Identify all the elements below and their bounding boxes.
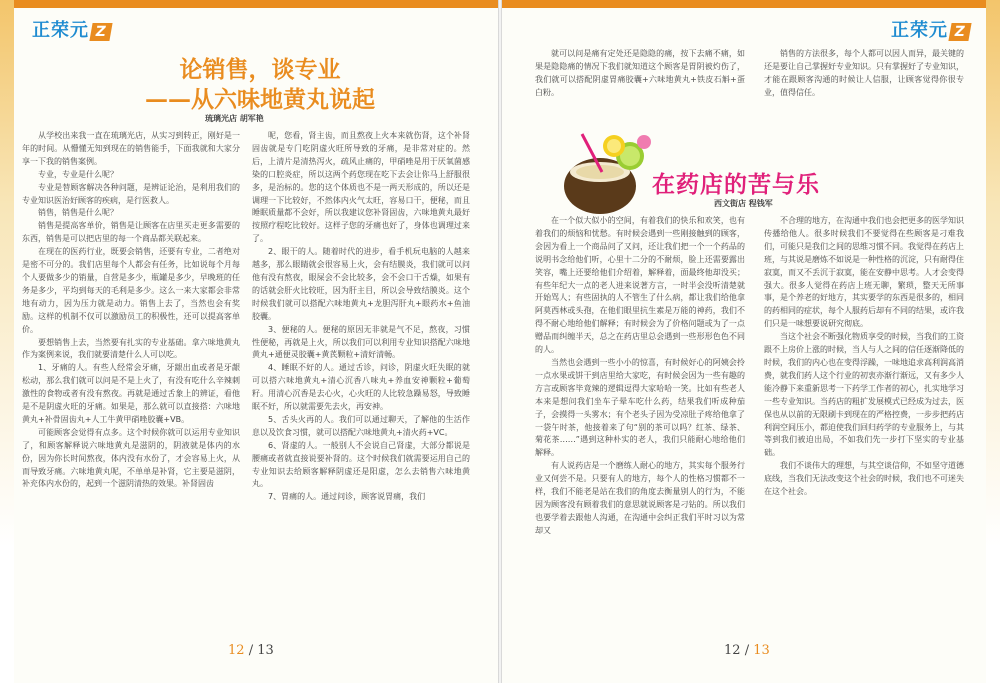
title-line-2: ——从六味地黄丸说起: [145, 86, 375, 113]
right-top-column-1: [535, 48, 745, 118]
page-total: 13: [257, 643, 274, 658]
top-bar: [502, 0, 1000, 8]
logo: [32, 16, 111, 42]
paragraph: 不合理的地方，在沟通中我们也会把更多的医学知识传播给他人。很多时候我们不要觉得在些顾客是刁难我们，可能只是我们之间的思维习惯不同。我觉得在药店上班，与其说是磨炼不如说是一种性格的沉淀，只有耐得住寂寞，而又不丢沉于寂寞，能在安静中思考。人才会变得强大。很多人觉得在药店上班无聊，繁琐，整天无所事事，是个养老的好地方，其实要学的东西是很多的，相同的药相同的症状，每个人服药后却有不同的结果，或许我们只是一味想要说研究彻底。: [764, 216, 964, 329]
page-edge: [0, 0, 14, 683]
page-edge: [986, 0, 1000, 683]
coconut-drink-icon: [552, 128, 662, 218]
page-separator: /: [248, 643, 254, 658]
paragraph: 2、眼干的人。随着时代的进步，看手机玩电脑的人越来越多，那么眼睛就会很容易上火，会有结膜炎，我们就可以问他有没有熬夜，眼屎会不会比较多，会不会口干舌燥，如果有的话就会肝火比较旺，因为肝主目，所以会导致结膜炎。这个时候我们就可以搭配六味地黄丸+龙胆泻肝丸+眼药水+鱼油胶囊。: [252, 247, 470, 321]
logo-text: 正荣元: [32, 20, 89, 41]
page-number: [228, 643, 274, 658]
paragraph: 呢，您看，肾主齿，而且熬夜上火本来就伤肾，这个补肾固齿就是专门吃阴虚火旺所导致的牙痛，是非常对症的。然后，上清片是清热泻火，疏风止痛的，甲硝唑是用于厌氧菌感染的口腔炎症，所以这两个药您现在吃下去会让你马上舒服很多，是治标的。您的这个体质也不是一两天形成的，所以还是调理一下比较好，不然体内火气太旺，容易口干，便秘，而且睡眠质量都不会好，所以我建议您补肾固齿，六味地黄丸最好按照疗程吃比较好。这样子您的牙痛也好了，身体也调理过来了。: [252, 131, 470, 244]
paragraph: 4、睡眠不好的人。通过舌诊，问诊，阴虚火旺失眠的就可以搭六味地黄丸+清心沉香八味丸+养血安神颗粒+葡萄籽。用清心沉香是去心火，心火旺的人比较急躁易怒，导致睡眠不好，所以就需要先去火，再安神。: [252, 363, 470, 412]
left-column-2: [252, 130, 470, 630]
article-author: 琉璃光店 胡军艳: [205, 114, 264, 123]
paragraph: 可能顾客会觉得有点多。这个时候你就可以运用专业知识了，和顾客解释说六味地黄丸是滋阴的，阴液就是体内的水份，因为你长时间熬夜，体内没有水份了，才会容易上火，从而导致牙痛。六味地黄丸呢，不单单是补肾，它主要是滋阴，补充体内水份的，起到一个滋阴清热的效果。补肾固齿: [22, 427, 240, 489]
paragraph: 当这个社会不断强化物质享受的时候，当我们的工资跟不上房价上涨的时候，当人与人之间的信任逐渐降低的时候，我们的内心也在变得浮躁，一味地追求高利润高消费，就我们药人这个行业的初衷亦渐行渐远，又有多少人能冷静下来重新思考一下药学工作者的初心，扎实地学习一些专业知识。当药店的粗扩发展模式已经成为过去，医保也从以前的无限刷卡到现在的严格控费，一步步把药店利润空间压小，都迫使我们回归药学的专业服务上，与其等到我们被迫出局，不如我们先一步打下坚实的专业基础。: [764, 332, 964, 458]
paragraph: 我们不谈伟大的理想，与其空谈信仰，不如坚守道德底线，当我们无法改变这个社会的时候，我们也不可迷失在这个社会。: [764, 461, 964, 497]
right-column-1: [535, 215, 745, 635]
paragraph: 5、舌头火再的人。我们可以通过聊天，了解他的生活作息以及饮食习惯，就可以搭配六味地黄丸+清火药+VC。: [252, 414, 470, 437]
article-title-2: 在药店的苦与乐: [652, 171, 820, 198]
page-prev: 12: [724, 643, 741, 658]
paragraph: 在一个似大似小的空间，有着我们的快乐和欢笑，也有着我们的烦恼和忧愁。有时候会遇到一些刚接触到的顾客，会因为看上一个商品问了又问，还让我们把一个一个药品的说明书念给他们听，心里十二分的不耐烦，脸上还需要露出笑容，嘴上还要给他们介绍着，解释着，面最终他却没买；有些年纪大一点的老人进来说著方言，一时半会没听清楚就开始骂人；有些固执的人不管生了什么病，都让我们给他拿阿莫西林或头孢，在他们眼里抗生素是万能的神药，我们不得不耐心地给他们解释；有时候会为了价格问题或为了一点赠品而纠缠半天，总之在药店里总会遇到一些形形色色不同的人。: [535, 216, 745, 355]
paragraph: 7、胃痛的人。通过问诊，顾客说胃痛，我们: [268, 492, 426, 502]
right-top-column-2: [764, 48, 964, 118]
paragraph: 专业，专业是什么呢？: [38, 169, 118, 179]
logo-text: 正荣元: [891, 20, 948, 41]
left-page: [0, 0, 499, 683]
paragraph: 在现在的医药行业，既要会销售，还要有专业，二者绝对是密不可分的。我们店里每个人都会有任务，比如说每个月每个人要做多少的销量，自营是多少，瓶罐是多少，早晚班的任务是多少，平均到每天的毛利是多少。这么一来大家都会非常地有动力，因为压力就是动力。销售上去了，当然也会有奖励。这样的机制不仅可以激励员工的积极性，还可以提高客单价。: [22, 247, 240, 334]
logo: [891, 16, 970, 42]
left-column-1: [22, 130, 240, 630]
paragraph: 从学校出来我一直在琉璃光店，从实习到转正，刚好是一年的时间。从懵懂无知到现在的销售能手，下面我就和大家分享一下我的销售案例。: [22, 131, 240, 166]
paragraph: 要想销售上去，当然要有扎实的专业基础。拿六味地黄丸作为案例来说，我们就要清楚什么人可以吃。: [22, 337, 240, 360]
page-current: 12: [228, 643, 245, 658]
logo-mark-icon: Z: [89, 23, 112, 41]
logo-mark-icon: Z: [948, 23, 971, 41]
article-author-2: 西文街店 程钱军: [714, 199, 773, 208]
paragraph: 当然也会遇到一些小小的惊喜，有时候好心的阿姨会拎一点水果或饼干到店里给大家吃，有时候会因为一些有趣的方言或顾客毕竟辣的逻辑逗得大家哈哈一笑。比如有些老人本来是想问我们坐车子晕车吃什么药，结果我们听成种茄子，会摸得一头雾水；有个老头子因为受凉肚子疼给他拿了一袋午时茶，他接着来了句“别的茶可以吗？红茶、绿茶、菊花茶……”遇到这种朴实的老人，我们只能耐心地给他们解释。: [535, 357, 745, 458]
right-page: [502, 0, 1000, 683]
page-separator: /: [744, 643, 750, 658]
title-line-1: 论销售，谈专业: [179, 56, 341, 83]
paragraph: 专业是替顾客解决各种问题，是辨证论治，是利用我们的专业知识医治好顾客的疾病，是行医救人。: [22, 182, 240, 205]
paragraph: 销售，销售是什么呢？: [38, 208, 118, 218]
paragraph: 1、牙痛的人。有些人经常会牙痛，牙龈出血或者是牙龈松动，那么我们就可以问是不是上火了，有没有吃什么辛辣刺激性的食物或者有没有熬夜。再就是通过舌象上的辨证，看他是不是阴虚火旺的牙痛。如果是，那么就可以直接搭：六味地黄丸+补骨固齿丸+人工牛黄甲硝唑胶囊+VB。: [22, 363, 240, 424]
right-column-2: [764, 215, 964, 635]
page-current: 13: [753, 643, 770, 658]
paragraph: 有人说药店是一个磨练人耐心的地方，其实每个服务行业又何尝不是。只要有人的地方，每个人的性格习惯都不一样，我们不能老是站在我们的角度去衡量别人的行为，不能因为顾客没有顾着我们的意思就说顾客是刁钻的。所以我们也要学着去跟他人沟通，在沟通中会纠正我们平时习以为常却又: [535, 461, 745, 535]
paragraph: 销售的方法很多，每个人都可以因人而异，最关键的还是要让自己掌握好专业知识。只有掌握好了专业知识，才能在跟顾客沟通的时候让人信服，让顾客觉得你很专业，值得信任。: [764, 49, 964, 97]
paragraph: 就可以问是痛有定处还是隐隐的痛，按下去痛不痛，如果是隐隐痛的情况下我们就知道这个顾客是胃阴被灼伤了，我们就可以搭配阴虚胃痛胶囊+六味地黄丸+铁皮石斛+蛋白粉。: [535, 49, 745, 97]
paragraph: 销售是提高客单价，销售是让顾客在店里买走更多需要的东西，销售是可以把店里的每一个商品都关联起来。: [22, 221, 240, 244]
article-title: [95, 55, 425, 115]
paragraph: 6、肾虚的人。一般别人不会说自己肾虚，大部分都说是腰痛或者就直接说要补肾的。这个时候我们就需要运用自己的专业知识去给顾客解释阴虚还是阳虚，怎么去销售六味地黄丸。: [252, 440, 470, 489]
page-number: [724, 643, 770, 658]
top-bar: [0, 0, 498, 8]
paragraph: 3、便秘的人。便秘的原因无非就是气不足，熬夜，习惯性便秘，再就是上火，所以我们可以利用专业知识搭配六味地黄丸+通便灵胶囊+黄芪颗粒+清好清畅。: [252, 324, 470, 360]
